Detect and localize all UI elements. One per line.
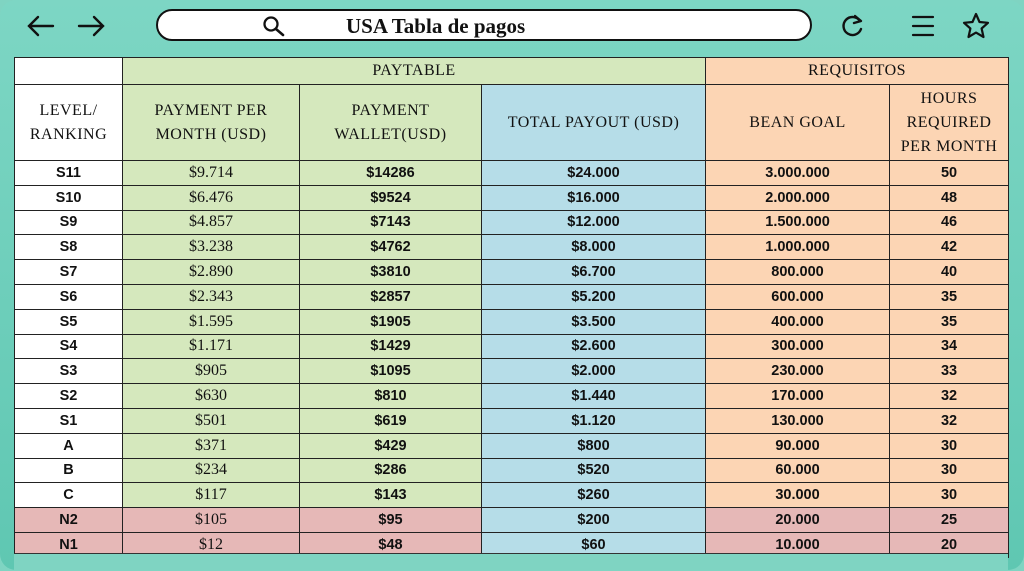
corner-cell <box>15 58 123 85</box>
paytable <box>14 57 1008 553</box>
cell-bean-goal: 1.500.000 <box>706 210 890 235</box>
cell-level: S3 <box>15 359 123 384</box>
cell-payment-month: $234 <box>123 458 300 483</box>
cell-total-payout: $800 <box>482 433 706 458</box>
header-payment-month: PAYMENT PER MONTH (USD) <box>123 85 300 161</box>
cell-payment-wallet: $1095 <box>300 359 482 384</box>
cell-bean-goal: 400.000 <box>706 309 890 334</box>
cell-bean-goal: 600.000 <box>706 284 890 309</box>
cell-level: S1 <box>15 408 123 433</box>
cell-total-payout: $12.000 <box>482 210 706 235</box>
cell-payment-wallet: $1905 <box>300 309 482 334</box>
cell-payment-wallet: $810 <box>300 384 482 409</box>
cell-level: N2 <box>15 508 123 533</box>
cell-payment-month: $3.238 <box>123 235 300 260</box>
table-row <box>15 384 1009 409</box>
cell-total-payout: $5.200 <box>482 284 706 309</box>
cell-bean-goal: 300.000 <box>706 334 890 359</box>
cell-hours: 34 <box>890 334 1009 359</box>
cell-level: S8 <box>15 235 123 260</box>
cell-payment-wallet: $3810 <box>300 260 482 285</box>
cell-payment-wallet: $143 <box>300 483 482 508</box>
star-icon[interactable] <box>958 8 994 44</box>
reload-icon[interactable] <box>834 8 870 44</box>
cell-level: S2 <box>15 384 123 409</box>
arrow-right-icon[interactable] <box>74 8 110 44</box>
cell-payment-month: $105 <box>123 508 300 533</box>
cell-hours: 32 <box>890 384 1009 409</box>
cell-payment-wallet: $7143 <box>300 210 482 235</box>
browser-toolbar <box>0 0 1024 52</box>
cell-hours: 46 <box>890 210 1009 235</box>
table-row <box>15 260 1009 285</box>
table-row <box>15 408 1009 433</box>
cell-level: S4 <box>15 334 123 359</box>
cell-total-payout: $24.000 <box>482 161 706 186</box>
cell-bean-goal: 30.000 <box>706 483 890 508</box>
header-total-payout: TOTAL PAYOUT (USD) <box>482 85 706 161</box>
cell-total-payout: $520 <box>482 458 706 483</box>
cell-total-payout: $1.120 <box>482 408 706 433</box>
cell-bean-goal: 1.000.000 <box>706 235 890 260</box>
table-row <box>15 433 1009 458</box>
cell-hours: 25 <box>890 508 1009 533</box>
table-row <box>15 359 1009 384</box>
page-title: USA Tabla de pagos <box>346 14 526 38</box>
cell-payment-wallet: $4762 <box>300 235 482 260</box>
cell-payment-wallet: $286 <box>300 458 482 483</box>
cell-bean-goal: 170.000 <box>706 384 890 409</box>
cell-payment-month: $501 <box>123 408 300 433</box>
cell-total-payout: $260 <box>482 483 706 508</box>
cell-payment-wallet: $9524 <box>300 185 482 210</box>
cell-total-payout: $8.000 <box>482 235 706 260</box>
cell-hours: 35 <box>890 309 1009 334</box>
cell-payment-month: $117 <box>123 483 300 508</box>
cell-bean-goal: 230.000 <box>706 359 890 384</box>
cell-total-payout: $2.600 <box>482 334 706 359</box>
cell-hours: 35 <box>890 284 1009 309</box>
cell-hours: 30 <box>890 458 1009 483</box>
cell-payment-wallet: $48 <box>300 532 482 557</box>
cell-payment-month: $1.595 <box>123 309 300 334</box>
cell-hours: 48 <box>890 185 1009 210</box>
cell-total-payout: $3.500 <box>482 309 706 334</box>
cell-bean-goal: 10.000 <box>706 532 890 557</box>
cell-level: S10 <box>15 185 123 210</box>
table-row <box>15 210 1009 235</box>
cell-total-payout: $1.440 <box>482 384 706 409</box>
cell-level: C <box>15 483 123 508</box>
cell-payment-wallet: $429 <box>300 433 482 458</box>
cell-bean-goal: 3.000.000 <box>706 161 890 186</box>
table-row <box>15 185 1009 210</box>
cell-hours: 32 <box>890 408 1009 433</box>
cell-level: S11 <box>15 161 123 186</box>
group-requisitos: REQUISITOS <box>706 58 1009 85</box>
cell-payment-month: $4.857 <box>123 210 300 235</box>
cell-payment-wallet: $619 <box>300 408 482 433</box>
menu-icon[interactable] <box>905 8 941 44</box>
cell-payment-month: $1.171 <box>123 334 300 359</box>
cell-payment-month: $12 <box>123 532 300 557</box>
cell-bean-goal: 130.000 <box>706 408 890 433</box>
cell-total-payout: $200 <box>482 508 706 533</box>
cell-payment-month: $2.890 <box>123 260 300 285</box>
cell-bean-goal: 800.000 <box>706 260 890 285</box>
cell-level: S5 <box>15 309 123 334</box>
cell-payment-wallet: $2857 <box>300 284 482 309</box>
cell-payment-month: $2.343 <box>123 284 300 309</box>
table-row <box>15 483 1009 508</box>
cell-payment-wallet: $95 <box>300 508 482 533</box>
table-row <box>15 508 1009 533</box>
cell-payment-month: $630 <box>123 384 300 409</box>
cell-level: B <box>15 458 123 483</box>
header-hours: HOURS REQUIRED PER MONTH <box>890 85 1009 161</box>
header-bean-goal: BEAN GOAL <box>706 85 890 161</box>
cell-hours: 42 <box>890 235 1009 260</box>
cell-bean-goal: 60.000 <box>706 458 890 483</box>
cell-total-payout: $6.700 <box>482 260 706 285</box>
cell-payment-month: $9.714 <box>123 161 300 186</box>
header-level: LEVEL/ RANKING <box>15 85 123 161</box>
cell-payment-month: $905 <box>123 359 300 384</box>
cell-hours: 40 <box>890 260 1009 285</box>
cell-level: A <box>15 433 123 458</box>
cell-level: S7 <box>15 260 123 285</box>
cell-hours: 50 <box>890 161 1009 186</box>
arrow-left-icon[interactable] <box>22 8 58 44</box>
cell-total-payout: $2.000 <box>482 359 706 384</box>
cell-payment-wallet: $1429 <box>300 334 482 359</box>
table-row <box>15 235 1009 260</box>
table-row <box>15 458 1009 483</box>
cell-level: S6 <box>15 284 123 309</box>
cell-hours: 33 <box>890 359 1009 384</box>
table-row <box>15 161 1009 186</box>
cell-payment-month: $6.476 <box>123 185 300 210</box>
address-bar[interactable] <box>156 9 812 41</box>
cell-hours: 30 <box>890 433 1009 458</box>
cell-hours: 20 <box>890 532 1009 557</box>
table-row <box>15 309 1009 334</box>
cell-total-payout: $16.000 <box>482 185 706 210</box>
group-paytable: PAYTABLE <box>123 58 706 85</box>
cell-bean-goal: 90.000 <box>706 433 890 458</box>
header-payment-wallet: PAYMENT WALLET(USD) <box>300 85 482 161</box>
cell-level: N1 <box>15 532 123 557</box>
cell-total-payout: $60 <box>482 532 706 557</box>
bottom-strip <box>14 553 1008 571</box>
table-row <box>15 334 1009 359</box>
table-row <box>15 284 1009 309</box>
cell-payment-wallet: $14286 <box>300 161 482 186</box>
search-icon <box>262 15 286 37</box>
cell-payment-month: $371 <box>123 433 300 458</box>
cell-level: S9 <box>15 210 123 235</box>
cell-bean-goal: 2.000.000 <box>706 185 890 210</box>
cell-bean-goal: 20.000 <box>706 508 890 533</box>
cell-hours: 30 <box>890 483 1009 508</box>
